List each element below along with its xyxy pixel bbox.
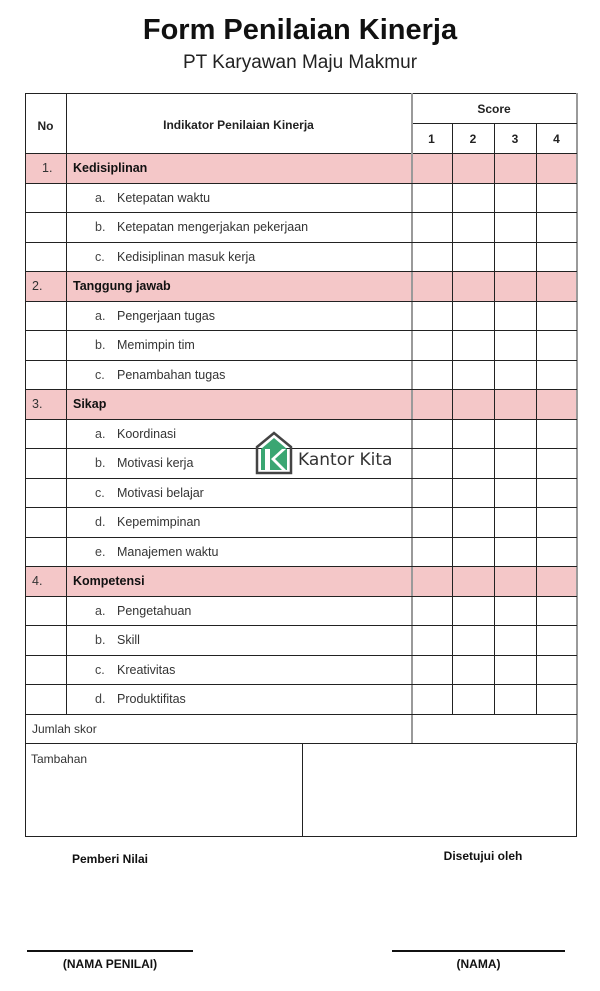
indicator-item: Produktifitas bbox=[117, 692, 186, 706]
score-cell-3[interactable] bbox=[494, 537, 536, 567]
item-letter: c. bbox=[95, 485, 105, 500]
approver-signature-line bbox=[392, 950, 565, 952]
score-cell-2[interactable] bbox=[452, 448, 494, 478]
score-cell-1[interactable] bbox=[411, 448, 452, 478]
score-cell-2[interactable] bbox=[452, 212, 494, 242]
score-cell-3[interactable] bbox=[494, 655, 536, 685]
item-letter: a. bbox=[95, 308, 106, 323]
score-cell-1[interactable] bbox=[411, 507, 452, 537]
notes-label: Tambahan bbox=[31, 751, 88, 766]
score-cell-3[interactable] bbox=[494, 448, 536, 478]
indicator-item: Ketepatan waktu bbox=[117, 190, 211, 205]
score-cell-2[interactable] bbox=[452, 183, 494, 213]
score-cell-1[interactable] bbox=[411, 684, 452, 714]
score-cell-2[interactable] bbox=[452, 419, 494, 449]
score-cell-4[interactable] bbox=[536, 684, 577, 714]
score-cell-4[interactable] bbox=[536, 478, 577, 508]
score-cell-3[interactable] bbox=[494, 330, 536, 360]
score-cell-4[interactable] bbox=[536, 183, 577, 213]
score-cell-3[interactable] bbox=[494, 684, 536, 714]
score-level-3: 3 bbox=[511, 132, 519, 146]
score-cell-2[interactable] bbox=[452, 242, 494, 272]
indicator-item: Motivasi belajar bbox=[117, 485, 204, 500]
column-header-indicator: Indikator Penilaian Kinerja bbox=[163, 118, 314, 132]
indicator-item: Kreativitas bbox=[117, 662, 176, 677]
indicator-item: Kedisiplinan masuk kerja bbox=[117, 249, 256, 264]
house-k-logo-icon bbox=[255, 431, 295, 477]
score-cell-1[interactable] bbox=[411, 419, 452, 449]
score-cell-2[interactable] bbox=[452, 684, 494, 714]
score-cell-3[interactable] bbox=[494, 625, 536, 655]
score-cell-3[interactable] bbox=[494, 596, 536, 626]
item-letter: b. bbox=[95, 633, 106, 647]
score-cell-3[interactable] bbox=[494, 507, 536, 537]
item-letter: d. bbox=[95, 515, 106, 529]
score-cell-4[interactable] bbox=[536, 301, 577, 331]
total-score-label: Jumlah skor bbox=[32, 721, 97, 736]
section-number: 3. bbox=[32, 397, 43, 411]
indicator-item: Penambahan tugas bbox=[117, 367, 226, 382]
score-cell-1[interactable] bbox=[411, 596, 452, 626]
indicator-item: Koordinasi bbox=[117, 426, 177, 441]
item-letter: b. bbox=[95, 456, 106, 470]
notes-border-bottom bbox=[25, 836, 577, 837]
column-header-no: No bbox=[37, 119, 54, 133]
indicator-item: Pengerjaan tugas bbox=[117, 308, 215, 323]
approver-label: Disetujui oleh bbox=[443, 849, 523, 863]
approver-name: (NAMA) bbox=[456, 957, 501, 971]
row-divider bbox=[25, 271, 577, 272]
notes-field-right[interactable] bbox=[303, 743, 577, 836]
score-cell-4[interactable] bbox=[536, 507, 577, 537]
item-letter: c. bbox=[95, 249, 105, 264]
score-cell-2[interactable] bbox=[452, 301, 494, 331]
item-letter: c. bbox=[95, 367, 105, 382]
score-level-4: 4 bbox=[553, 132, 560, 146]
score-cell-3[interactable] bbox=[494, 212, 536, 242]
score-cell-2[interactable] bbox=[452, 537, 494, 567]
score-cell-1[interactable] bbox=[411, 655, 452, 685]
section-name: Tanggung jawab bbox=[73, 279, 171, 293]
watermark-brand: Kantor Kita bbox=[298, 450, 393, 470]
score-cell-3[interactable] bbox=[494, 478, 536, 508]
item-letter: e. bbox=[95, 544, 106, 559]
score-cell-4[interactable] bbox=[536, 625, 577, 655]
form-title: Form Penilaian Kinerja bbox=[142, 14, 458, 46]
section-name: Kompetensi bbox=[73, 574, 145, 588]
item-letter: b. bbox=[95, 338, 106, 352]
score-cell-2[interactable] bbox=[452, 478, 494, 508]
score-cell-2[interactable] bbox=[452, 330, 494, 360]
score-cell-4[interactable] bbox=[536, 448, 577, 478]
item-letter: a. bbox=[95, 603, 106, 618]
score-cell-1[interactable] bbox=[411, 183, 452, 213]
score-cell-1[interactable] bbox=[411, 360, 452, 390]
score-cell-2[interactable] bbox=[452, 596, 494, 626]
score-cell-4[interactable] bbox=[536, 419, 577, 449]
score-cell-3[interactable] bbox=[494, 183, 536, 213]
indicator-item: Skill bbox=[117, 633, 140, 647]
score-cell-1[interactable] bbox=[411, 301, 452, 331]
section-name: Sikap bbox=[73, 397, 107, 411]
score-cell-1[interactable] bbox=[411, 212, 452, 242]
score-cell-4[interactable] bbox=[536, 360, 577, 390]
score-level-1: 1 bbox=[428, 132, 435, 146]
indicator-item: Manajemen waktu bbox=[117, 544, 219, 559]
no-column-divider bbox=[66, 93, 67, 714]
score-cell-1[interactable] bbox=[411, 537, 452, 567]
row-divider bbox=[25, 566, 577, 567]
section-number: 4. bbox=[32, 574, 43, 588]
item-letter: b. bbox=[95, 220, 106, 234]
score-level-2: 2 bbox=[469, 132, 477, 146]
score-cell-2[interactable] bbox=[452, 507, 494, 537]
score-cell-1[interactable] bbox=[411, 330, 452, 360]
score-cell-4[interactable] bbox=[536, 655, 577, 685]
section-name: Kedisiplinan bbox=[73, 161, 148, 175]
evaluator-label: Pemberi Nilai bbox=[71, 852, 149, 866]
score-cell-4[interactable] bbox=[536, 242, 577, 272]
section-number: 1. bbox=[42, 161, 53, 175]
item-letter: c. bbox=[95, 662, 105, 677]
indicator-item: Motivasi kerja bbox=[117, 456, 194, 470]
indicator-item: Pengetahuan bbox=[117, 603, 192, 618]
indicator-item: Ketepatan mengerjakan pekerjaan bbox=[117, 220, 309, 234]
score-cell-4[interactable] bbox=[536, 537, 577, 567]
row-divider bbox=[25, 389, 577, 390]
score-cell-1[interactable] bbox=[411, 478, 452, 508]
item-letter: d. bbox=[95, 692, 106, 706]
total-score-field[interactable] bbox=[411, 714, 577, 743]
item-letter: a. bbox=[95, 426, 106, 441]
indicator-item: Memimpin tim bbox=[117, 338, 195, 352]
score-cell-3[interactable] bbox=[494, 419, 536, 449]
company-name: PT Karyawan Maju Makmur bbox=[182, 52, 418, 73]
score-cell-3[interactable] bbox=[494, 360, 536, 390]
score-cell-3[interactable] bbox=[494, 301, 536, 331]
score-cell-1[interactable] bbox=[411, 242, 452, 272]
score-cell-2[interactable] bbox=[452, 360, 494, 390]
score-cell-2[interactable] bbox=[452, 625, 494, 655]
evaluator-signature-line bbox=[27, 950, 193, 952]
item-letter: a. bbox=[95, 190, 106, 205]
score-cell-4[interactable] bbox=[536, 212, 577, 242]
score-cell-3[interactable] bbox=[494, 242, 536, 272]
table-border-top bbox=[25, 93, 577, 94]
section-number: 2. bbox=[32, 279, 43, 293]
score-cell-4[interactable] bbox=[536, 330, 577, 360]
column-header-score: Score bbox=[477, 102, 511, 116]
notes-field[interactable] bbox=[25, 769, 302, 836]
score-cell-2[interactable] bbox=[452, 655, 494, 685]
indicator-item: Kepemimpinan bbox=[117, 515, 201, 529]
evaluator-name: (NAMA PENILAI) bbox=[62, 957, 158, 971]
score-cell-1[interactable] bbox=[411, 625, 452, 655]
score-cell-4[interactable] bbox=[536, 596, 577, 626]
